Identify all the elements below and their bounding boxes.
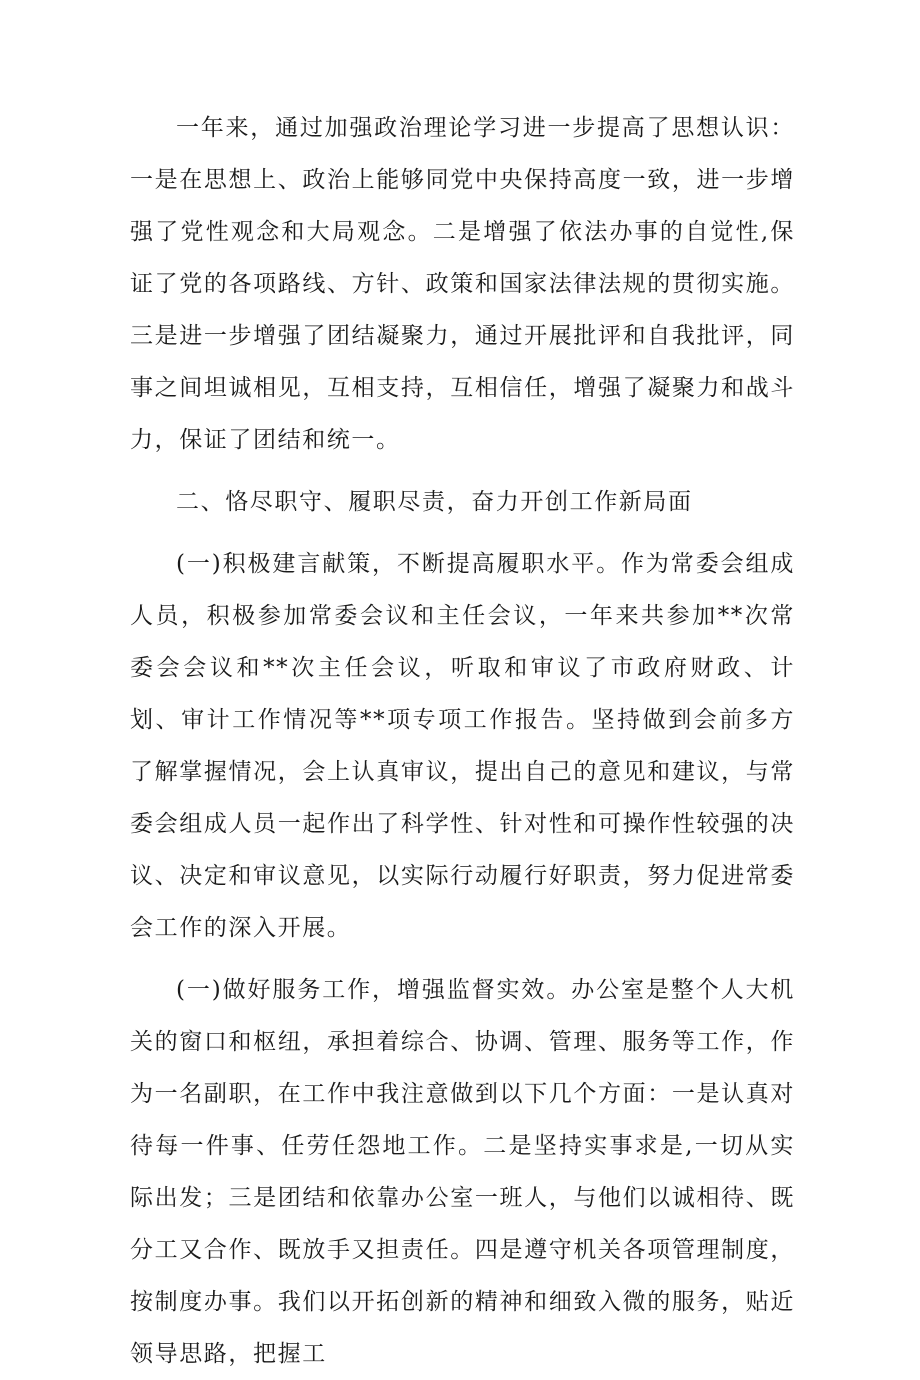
paragraph-advice-suggestions: (一)积极建言献策，不断提高履职水平。作为常委会组成人员，积极参加常委会议和主任会议，一年来共参加**次常委会会议和**次主任会议，听取和审议了市政府财政、计划、审计工作情况等**项专项工作报告。坚持做到会前多方了解掌握情况，会上认真审议，提出自己的意见和建议，与常委会组成人员一起作出了科学性、针对性和可操作性较强的决议、决定和审议意见，以实际行动履行好职责，努力促进常委会工作的深入开展。 — [130, 551, 795, 941]
paragraph-ideological-awareness: 一年来，通过加强政治理论学习进一步提高了思想认识：一是在思想上、政治上能够同党中央保持高度一致，进一步增强了党性观念和大局观念。二是增强了依法办事的自觉性,保证了党的各项路线、方针、政策和国家法律法规的贯彻实施。三是进一步增强了团结凝聚力，通过开展批评和自我批评，同事之间坦诚相见，互相支持，互相信任，增强了凝聚力和战斗力，保证了团结和统一。 — [130, 115, 795, 453]
document-body — [130, 102, 795, 1380]
paragraph-service-work: (一)做好服务工作，增强监督实效。办公室是整个人大机关的窗口和枢纽，承担着综合、协调、管理、服务等工作，作为一名副职，在工作中我注意做到以下几个方面：一是认真对待每一件事、任劳任怨地工作。二是坚持实事求是,一切从实际出发；三是团结和依靠办公室一班人，与他们以诚相待、既分工又合作、既放手又担责任。四是遵守机关各项管理制度，按制度办事。我们以开拓创新的精神和细致入微的服务，贴近领导思路，把握工 — [130, 977, 795, 1367]
section-heading-duties: 二、恪尽职守、履职尽责，奋力开创工作新局面 — [176, 489, 693, 515]
